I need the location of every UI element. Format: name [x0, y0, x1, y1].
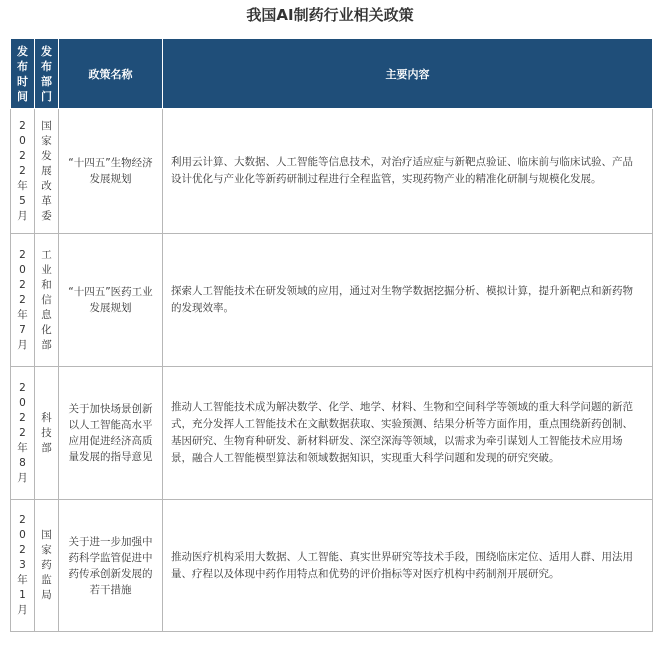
cell-policy-name: 关于进一步加强中药科学监管促进中药传承创新发展的若干措施	[59, 500, 163, 632]
cell-dept: 科技部	[35, 367, 59, 500]
cell-content: 推动人工智能技术成为解决数学、化学、地学、材料、生物和空间科学等领域的重大科学问题的新范式，充分发挥人工智能技术在文献数据获取、实验预测、结果分析等方面作用，重点围绕新药创制、基因研究、生物育种研发、新材料研发、深空深海等领域，以需求为牵引谋划人工智能技术应用场景，融合人工智能模型算法和领域数据知识，实现重大科学问题和发现的研究突破。	[163, 367, 653, 500]
header-policy-name: 政策名称	[59, 39, 163, 109]
cell-date: 2022年5月	[11, 109, 35, 234]
cell-dept: 国家发展改革委	[35, 109, 59, 234]
header-dept: 发布部门	[35, 39, 59, 109]
header-date: 发布时间	[11, 39, 35, 109]
cell-dept: 工业和信息化部	[35, 234, 59, 367]
cell-content: 推动医疗机构采用大数据、人工智能、真实世界研究等技术手段，围绕临床定位、适用人群、用法用量、疗程以及体现中药作用特点和优势的评价指标等对医疗机构中药制剂开展研究。	[163, 500, 653, 632]
cell-date: 2022年8月	[11, 367, 35, 500]
table-row	[11, 500, 653, 632]
cell-content: 利用云计算、大数据、人工智能等信息技术，对治疗适应症与新靶点验证、临床前与临床试验、产品设计优化与产业化等新药研制过程进行全程监管，实现药物产业的精准化研制与规模化发展。	[163, 109, 653, 234]
policy-table	[10, 38, 653, 632]
cell-policy-name: “十四五”医药工业发展规划	[59, 234, 163, 367]
cell-date: 2023年1月	[11, 500, 35, 632]
header-main-content: 主要内容	[163, 39, 653, 109]
table-row	[11, 109, 653, 234]
cell-policy-name: “十四五”生物经济发展规划	[59, 109, 163, 234]
cell-policy-name: 关于加快场景创新以人工智能高水平应用促进经济高质量发展的指导意见	[59, 367, 163, 500]
table-row	[11, 234, 653, 367]
table-row	[11, 367, 653, 500]
cell-content: 探索人工智能技术在研发领域的应用，通过对生物学数据挖掘分析、模拟计算，提升新靶点和新药物的发现效率。	[163, 234, 653, 367]
cell-date: 2022年7月	[11, 234, 35, 367]
page-title: 我国AI制药行业相关政策	[246, 6, 414, 24]
table-header-row	[11, 39, 653, 109]
cell-dept: 国家药监局	[35, 500, 59, 632]
